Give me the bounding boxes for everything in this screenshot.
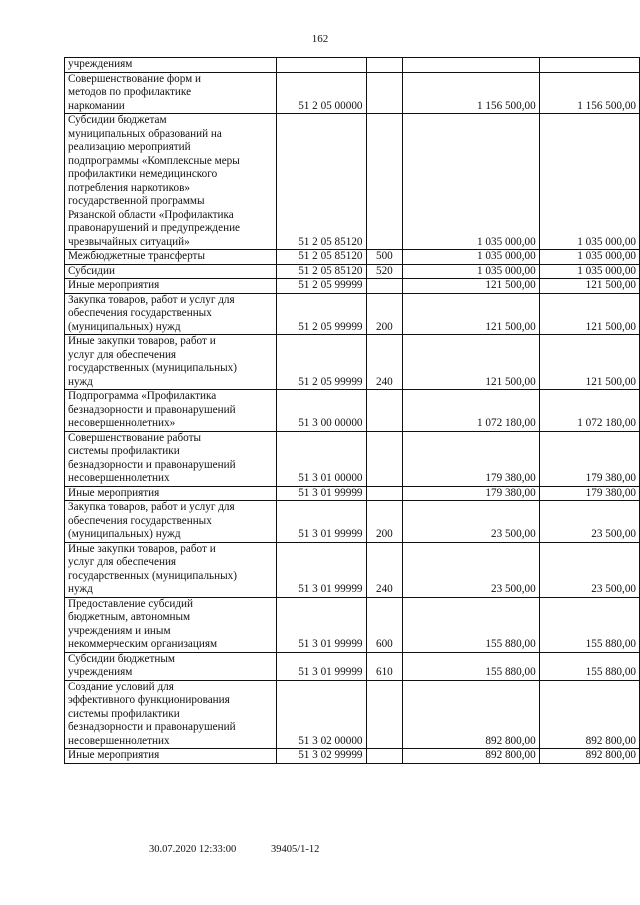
cell-target-code: 51 2 05 85120: [276, 250, 366, 265]
cell-item-name: Субсидии бюджетам муниципальных образований на реализацию мероприятий подпрограммы «Комплексные меры профилактики немедицинского потребления наркотиков» государственной программы Рязанской области «Профилактика правонарушений и предупреждение чрезвычайных ситуаций»: [65, 114, 277, 250]
cell-amount-1: 1 035 000,00: [403, 114, 539, 250]
cell-expense-type: [366, 390, 403, 432]
cell-target-code: 51 2 05 00000: [276, 72, 366, 114]
cell-item-name: Иные мероприятия: [65, 486, 277, 501]
cell-target-code: 51 3 01 99999: [276, 597, 366, 652]
cell-expense-type: 200: [366, 293, 403, 335]
table-row: [65, 501, 640, 543]
cell-expense-type: [366, 114, 403, 250]
cell-target-code: 51 2 05 99999: [276, 293, 366, 335]
page-number: 162: [311, 33, 329, 45]
cell-amount-1: 155 880,00: [403, 597, 539, 652]
cell-amount-1: 179 380,00: [403, 431, 539, 486]
cell-amount-1: 155 880,00: [403, 652, 539, 680]
cell-amount-1: 1 156 500,00: [403, 72, 539, 114]
cell-item-name: Межбюджетные трансферты: [65, 250, 277, 265]
table-row: [65, 114, 640, 250]
cell-target-code: 51 3 01 99999: [276, 486, 366, 501]
table-row: [65, 264, 640, 279]
cell-amount-2: 1 035 000,00: [539, 264, 639, 279]
cell-amount-2: 121 500,00: [539, 293, 639, 335]
cell-item-name: учреждениям: [65, 58, 277, 73]
cell-amount-1: 23 500,00: [403, 501, 539, 543]
cell-expense-type: [366, 486, 403, 501]
cell-amount-2: [539, 58, 639, 73]
footer-datetime: 30.07.2020 12:33:00: [149, 844, 237, 855]
cell-expense-type: 500: [366, 250, 403, 265]
cell-item-name: Создание условий для эффективного функционирования системы профилактики безнадзорности и правонарушений несовершеннолетних: [65, 680, 277, 749]
cell-expense-type: 600: [366, 597, 403, 652]
cell-target-code: [276, 58, 366, 73]
table-row: [65, 749, 640, 764]
cell-target-code: 51 3 02 00000: [276, 680, 366, 749]
cell-amount-2: 155 880,00: [539, 652, 639, 680]
cell-amount-2: 892 800,00: [539, 749, 639, 764]
table-row: [65, 542, 640, 597]
table-row: [65, 72, 640, 114]
cell-expense-type: [366, 749, 403, 764]
cell-amount-2: 1 072 180,00: [539, 390, 639, 432]
cell-target-code: 51 3 02 99999: [276, 749, 366, 764]
cell-amount-2: 892 800,00: [539, 680, 639, 749]
table-row: [65, 431, 640, 486]
cell-item-name: Иные закупки товаров, работ и услуг для обеспечения государственных (муниципальных) нужд: [65, 542, 277, 597]
cell-target-code: 51 2 05 99999: [276, 335, 366, 390]
cell-expense-type: 240: [366, 542, 403, 597]
cell-expense-type: 240: [366, 335, 403, 390]
table-row: [65, 335, 640, 390]
cell-amount-1: 23 500,00: [403, 542, 539, 597]
cell-target-code: 51 2 05 85120: [276, 114, 366, 250]
cell-amount-2: 121 500,00: [539, 279, 639, 294]
cell-item-name: Иные мероприятия: [65, 279, 277, 294]
table-row: [65, 250, 640, 265]
cell-amount-1: 179 380,00: [403, 486, 539, 501]
cell-target-code: 51 3 01 00000: [276, 431, 366, 486]
cell-item-name: Закупка товаров, работ и услуг для обеспечения государственных (муниципальных) нужд: [65, 501, 277, 543]
table-row: [65, 652, 640, 680]
cell-amount-2: 179 380,00: [539, 431, 639, 486]
cell-item-name: Совершенствование работы системы профилактики безнадзорности и правонарушений несовершеннолетних: [65, 431, 277, 486]
cell-amount-1: 121 500,00: [403, 335, 539, 390]
cell-amount-2: 1 156 500,00: [539, 72, 639, 114]
cell-target-code: 51 2 05 85120: [276, 264, 366, 279]
cell-amount-2: 23 500,00: [539, 542, 639, 597]
cell-target-code: 51 3 01 99999: [276, 652, 366, 680]
cell-amount-1: 1 035 000,00: [403, 250, 539, 265]
cell-expense-type: [366, 680, 403, 749]
cell-amount-2: 179 380,00: [539, 486, 639, 501]
cell-item-name: Субсидии: [65, 264, 277, 279]
table-row: [65, 58, 640, 73]
cell-expense-type: [366, 72, 403, 114]
cell-amount-2: 1 035 000,00: [539, 250, 639, 265]
cell-item-name: Предоставление субсидий бюджетным, автономным учреждениям и иным некоммерческим организациям: [65, 597, 277, 652]
footer-doc-id: 39405/1-12: [271, 844, 320, 855]
cell-amount-1: 1 072 180,00: [403, 390, 539, 432]
cell-amount-2: 121 500,00: [539, 335, 639, 390]
cell-expense-type: 520: [366, 264, 403, 279]
budget-table-body: [65, 58, 640, 764]
cell-item-name: Подпрограмма «Профилактика безнадзорности и правонарушений несовершеннолетних»: [65, 390, 277, 432]
cell-amount-1: 892 800,00: [403, 749, 539, 764]
cell-target-code: 51 3 01 99999: [276, 542, 366, 597]
cell-expense-type: [366, 431, 403, 486]
cell-item-name: Субсидии бюджетным учреждениям: [65, 652, 277, 680]
cell-target-code: 51 3 01 99999: [276, 501, 366, 543]
budget-table: [64, 57, 640, 764]
cell-expense-type: 200: [366, 501, 403, 543]
cell-target-code: 51 3 00 00000: [276, 390, 366, 432]
cell-expense-type: [366, 58, 403, 73]
cell-amount-1: [403, 58, 539, 73]
cell-target-code: 51 2 05 99999: [276, 279, 366, 294]
cell-amount-2: 1 035 000,00: [539, 114, 639, 250]
cell-amount-1: 121 500,00: [403, 279, 539, 294]
cell-item-name: Совершенствование форм и методов по профилактике наркомании: [65, 72, 277, 114]
cell-amount-2: 155 880,00: [539, 597, 639, 652]
cell-amount-1: 1 035 000,00: [403, 264, 539, 279]
cell-item-name: Иные закупки товаров, работ и услуг для обеспечения государственных (муниципальных) нужд: [65, 335, 277, 390]
table-row: [65, 279, 640, 294]
cell-amount-1: 892 800,00: [403, 680, 539, 749]
table-row: [65, 390, 640, 432]
cell-expense-type: [366, 279, 403, 294]
table-row: [65, 597, 640, 652]
cell-amount-2: 23 500,00: [539, 501, 639, 543]
cell-item-name: Иные мероприятия: [65, 749, 277, 764]
table-row: [65, 293, 640, 335]
cell-expense-type: 610: [366, 652, 403, 680]
table-row: [65, 680, 640, 749]
cell-amount-1: 121 500,00: [403, 293, 539, 335]
table-row: [65, 486, 640, 501]
cell-item-name: Закупка товаров, работ и услуг для обеспечения государственных (муниципальных) нужд: [65, 293, 277, 335]
